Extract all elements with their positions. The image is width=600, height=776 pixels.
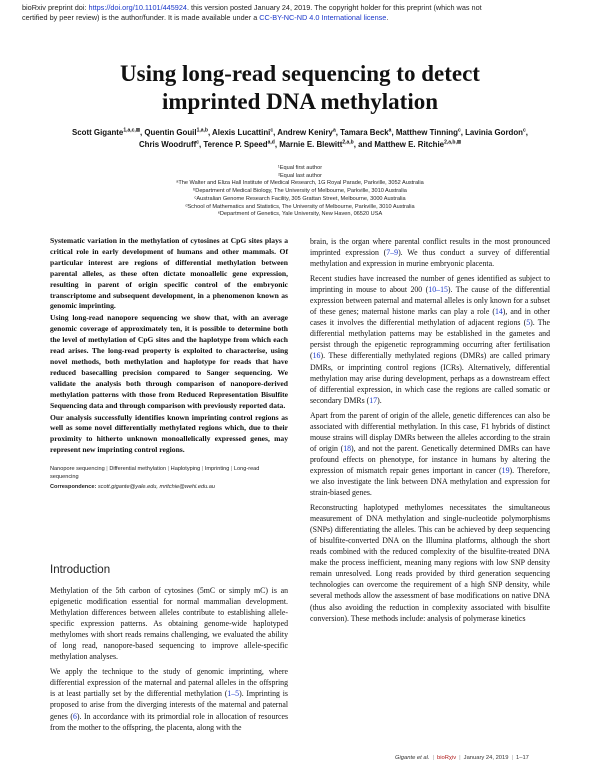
doi-link[interactable]: https://doi.org/10.1101/445924	[88, 3, 187, 12]
correspondence: Correspondence: scott.gigante@yale.edu, mritchie@wehi.edu.au	[50, 484, 215, 491]
citation-link[interactable]: 10–15	[428, 285, 448, 295]
affiliation-line: ᶜAustralian Genome Research Facility, 305 Grattan Street, Melbourne, 3000 Australia	[194, 195, 406, 202]
abstract	[50, 236, 288, 457]
affiliation-line: ²Equal last author	[278, 172, 322, 179]
affiliations	[60, 165, 540, 219]
citation-link[interactable]: 5	[526, 318, 531, 328]
correspondence-emails[interactable]: scott.gigante@yale.edu, mritchie@wehi.edu.au	[97, 484, 215, 491]
author-list	[30, 127, 570, 151]
affiliation-line: ᵃThe Walter and Eliza Hall Institute of Medical Research, 1G Royal Parade, Parkville, 3052 Australia	[176, 180, 424, 187]
author-line1: Scott Gigante$^{1,a,c,⊠}$, Quentin Gouil$^{1,a,b}$, Alexis Lucattini$^c$, Andrew Keniry$^a$, Tamara Beck$^a$, Matthew Tinning$^c$, Lavinia Gordon$^c$,	[72, 127, 528, 137]
intro-paragraph: Methylation of the 5th carbon of cytosines (5mC or simply mC) is an epigenetic modification essential for normal mammalian development. Methylation differences between alleles contribute to establishing allele-specific expression patterns. As obtaining genome-wide haplotyped methylomes with short reads remains challenging, we evaluated the ability of long read, nanopore-based sequencing to improve allele-specific methylation analyses.	[50, 586, 288, 662]
keyword: Differential methylation	[109, 466, 167, 472]
citation-link[interactable]: 16	[312, 351, 321, 361]
keyword: Haplotyping	[170, 466, 201, 472]
citation-link[interactable]: 18	[343, 443, 352, 453]
preprint-notice-line1: bioRxiv preprint doi: https://doi.org/10.1101/445924. this version posted January 24, 2019. The copyright holder for this preprint (which was not	[22, 3, 482, 12]
affiliation-line: ᵉDepartment of Genetics, Yale University, New Haven, 06520 USA	[217, 211, 383, 218]
paper-title-line2: imprinted DNA methylation	[162, 89, 438, 114]
body-paragraph: Recent studies have increased the number of genes identified as subject to imprinting in mouse to about 200 (10–15). The cause of the differential expression between paternal and maternal alleles is only known for a subset of these genes; maternal histone marks can play a role (14), and in other cases it involves the differential methylation of adjacent regions (5). The differential methylation patterns may be established in the gametes and persist through the epigenetic reprogramming occurring after fertilisation (16). These differentially methylated regions (DMRs) are called primary DMRs, or imprinting control regions (ICRs). Alternatively, differential methylation may arise during development, perhaps as a downstream effect of differential expression, in which case the regions are called somatic or secondary DMRs (17).	[310, 274, 551, 405]
keywords-block	[50, 466, 288, 492]
citation-link[interactable]: 6	[72, 711, 77, 721]
intro-paragraph: We apply the technique to the study of genomic imprinting, where differential expression of the maternal and paternal alleles in the offspring is at least partially set by the differential methylation (1–5). Imprinting is proposed to arise from the diverging interests of the maternal and paternal genes (6). In accordance with its primordial role in allocation of resources from the mother to the offspring, the placenta, along with the	[50, 667, 288, 732]
body-paragraph: Reconstructing haplotyped methylomes necessitates the simultaneous measurement of DNA methylation and single-nucleotide polymorphisms (SNPs) differentiating the alleles. This can be achieved by deep sequencing of bisulfite-converted DNA on the Illumina platforms, although the short reads combined with the reduced complexity of the bisulfite-treated DNA make the process inefficient, meaning many regions with low SNP density remain unresolved. Long reads provided by third generation sequencing technologies can overcome the requirement of a high SNP density, while several methods allow the assessment of base modifications on native DNA (thus also avoiding the reduction in complexity associated with bisulfite conversion). These methods include: analysis of polymerase kinetics	[310, 503, 550, 623]
author-line2: Chris Woodruff$^c$, Terence P. Speed$^{a,d}$, Marnie E. Blewitt$^{2,a,b}$, and Matthew E. Ritchie$^{2,a,b,⊠}$	[138, 139, 462, 149]
abstract-paragraph: Using long-read nanopore sequencing we show that, with an average genomic coverage of approximately ten, it is possible to determine both the level of methylation of CpG sites and the haplotype from which each read arises. The long-read property is exploited to characterise, using novel methods, both methylation and haplotype for reads that have reduced basecalling precision compared to Sanger sequencing. We validate the analysis both through comparison of nanopore-derived methylation patterns with those from Reduced Representation Bisulfite Sequencing data and through comparison with previously reported data.	[50, 313, 288, 410]
page-footer: Gigante et al. | bioRχiv | January 24, 2019 | 1–17	[395, 755, 529, 761]
citation-link[interactable]: 14	[494, 307, 503, 317]
paper-title-line1: Using long-read sequencing to detect	[120, 61, 480, 86]
body-paragraph: Apart from the parent of origin of the allele, genetic differences can also be associated with differential methylation. In this case, F1 hybrids of distinct mouse strains will display DMRs between the alleles according to the strain of origin (18), and not the parent. Genetically determined DMRs can have profound effects on phenotype, for instance in humans by altering the expression of mismatch repair genes important in cancer (19). Therefore, we also investigate the link between DNA methylation and expression for strain-biased genes.	[310, 410, 550, 498]
keyword: Imprinting	[204, 466, 230, 472]
body-paragraph: brain, is the organ where parental conflict results in the most pronounced imprinted expression (7–9). We thus conduct a survey of differential methylation and expression in murine embryonic placenta.	[310, 237, 550, 269]
citation-link[interactable]: 17	[369, 395, 378, 405]
abstract-paragraph: Systematic variation in the methylation of cytosines at CpG sites plays a critical role in early development of humans and other mammals. Of particular interest are regions of differential methylation between parental alleles, as these often dictate monoallelic gene expression, resulting in parent of origin specific control of the embryonic transcriptome and subsequent development, in a phenomenon known as genomic imprinting.	[50, 236, 288, 311]
footer-date: January 24, 2019	[463, 755, 509, 761]
keyword: Long-read sequencing	[50, 466, 260, 480]
abstract-paragraph: Our analysis successfully identifies known imprinting control regions as well as some novel differentially methylated regions which, due to their proximity to hitherto unknown monoallelically expressed genes, may represent new imprinting control regions.	[50, 412, 288, 455]
footer-brand: bioRχiv	[437, 755, 457, 761]
right-column-body	[310, 236, 550, 628]
preprint-notice-line2: certified by peer review) is the author/funder. It is made available under a CC-BY-NC-ND 4.0 International license.	[22, 13, 389, 22]
license-link[interactable]: CC-BY-NC-ND 4.0 International license	[259, 13, 387, 22]
affiliation-line: ᵈSchool of Mathematics and Statistics, The University of Melbourne, Parkville, 3010 Australia	[185, 203, 415, 210]
citation-link[interactable]: 19	[501, 465, 510, 475]
citation-link[interactable]: 1–5	[227, 689, 240, 699]
paper-title	[40, 60, 560, 116]
section-heading-introduction: Introduction	[50, 564, 111, 576]
citation-link[interactable]: 7–9	[386, 248, 399, 258]
introduction-body	[50, 585, 288, 737]
footer-authors: Gigante et al.	[395, 755, 430, 761]
affiliation-line: ᵇDepartment of Medical Biology, The University of Melbourne, Parkville, 3010 Australia	[193, 188, 407, 195]
footer-pages: 1–17	[516, 755, 529, 761]
affiliation-line: ¹Equal first author	[277, 165, 323, 171]
keyword: Nanopore sequencing	[50, 466, 105, 472]
preprint-notice	[22, 3, 582, 23]
keyword-list: Nanopore sequencing | Differential methylation | Haplotyping | Imprinting | Long-read sequencing	[50, 466, 260, 480]
